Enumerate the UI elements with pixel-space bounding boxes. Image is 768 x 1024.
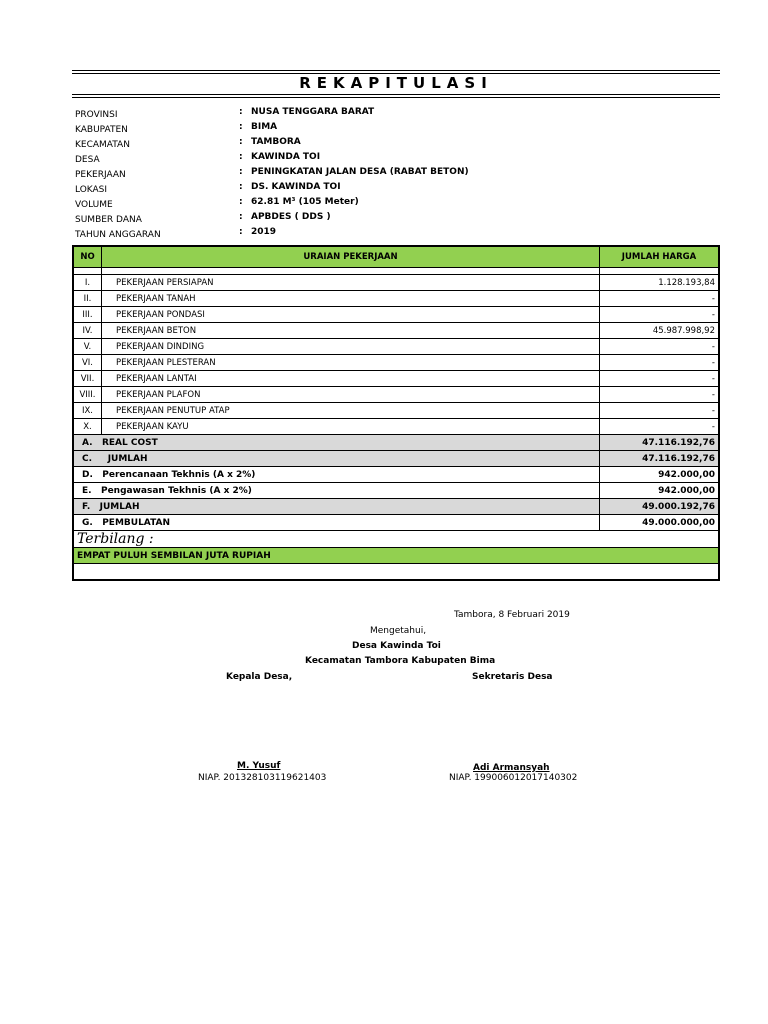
- item-uraian: PEKERJAAN PLAFON: [102, 387, 600, 403]
- table-row: [73, 403, 719, 419]
- item-no: IV.: [73, 323, 102, 339]
- table-row: [73, 355, 719, 371]
- summary-jumlah: 49.000.192,76: [600, 499, 720, 515]
- info-colon: :: [239, 211, 243, 222]
- item-jumlah: -: [600, 387, 720, 403]
- summary-label: G. PEMBULATAN: [73, 515, 600, 531]
- table-row: [73, 419, 719, 435]
- table-row: [73, 275, 719, 291]
- mengetahui: Mengetahui,: [370, 626, 427, 636]
- page-title: REKAPITULASI: [299, 74, 493, 92]
- table-row: [73, 307, 719, 323]
- table-row: [73, 371, 719, 387]
- info-row: [75, 134, 675, 149]
- header-uraian: URAIAN PEKERJAAN: [102, 246, 600, 268]
- item-uraian: PEKERJAAN KAYU: [102, 419, 600, 435]
- item-no: III.: [73, 307, 102, 323]
- info-label: PEKERJAAN: [75, 169, 126, 180]
- info-colon: :: [239, 151, 243, 162]
- item-jumlah: 45.987.998,92: [600, 323, 720, 339]
- left-signer-niap: NIAP. 201328103119621403: [198, 773, 327, 783]
- item-no: V.: [73, 339, 102, 355]
- info-label: PROVINSI: [75, 109, 118, 120]
- header-no: NO: [73, 246, 102, 268]
- terbilang-row: [73, 531, 719, 548]
- right-signer-niap: NIAP. 199006012017140302: [449, 773, 578, 783]
- left-signer-name: M. Yusuf: [237, 761, 281, 771]
- title-rule-top: [72, 70, 720, 71]
- info-value: KAWINDA TOI: [251, 151, 321, 162]
- item-no: IX.: [73, 403, 102, 419]
- project-info: [75, 104, 675, 239]
- terbilang-label: Terbilang :: [73, 531, 719, 548]
- item-jumlah: -: [600, 403, 720, 419]
- item-no: VIII.: [73, 387, 102, 403]
- item-uraian: PEKERJAAN PENUTUP ATAP: [102, 403, 600, 419]
- table-row: [73, 323, 719, 339]
- place-date: Tambora, 8 Februari 2019: [454, 610, 570, 620]
- item-uraian: PEKERJAAN PONDASI: [102, 307, 600, 323]
- item-uraian: PEKERJAAN DINDING: [102, 339, 600, 355]
- item-uraian: PEKERJAAN PERSIAPAN: [102, 275, 600, 291]
- info-value: TAMBORA: [251, 136, 301, 147]
- info-colon: :: [239, 166, 243, 177]
- item-no: VI.: [73, 355, 102, 371]
- info-row: [75, 209, 675, 224]
- summary-row: [73, 483, 719, 499]
- item-jumlah: -: [600, 419, 720, 435]
- item-jumlah: -: [600, 355, 720, 371]
- title-rule-bottom: [72, 94, 720, 95]
- info-value: 62.81 M³ (105 Meter): [251, 196, 359, 207]
- summary-row: [73, 451, 719, 467]
- item-uraian: PEKERJAAN PLESTERAN: [102, 355, 600, 371]
- info-row: [75, 149, 675, 164]
- summary-row: [73, 499, 719, 515]
- info-colon: :: [239, 196, 243, 207]
- table-row: [73, 339, 719, 355]
- info-row: [75, 104, 675, 119]
- item-uraian: PEKERJAAN TANAH: [102, 291, 600, 307]
- info-value: APBDES ( DDS ): [251, 211, 331, 222]
- summary-row: [73, 467, 719, 483]
- left-role: Kepala Desa,: [226, 672, 293, 682]
- info-label: VOLUME: [75, 199, 113, 210]
- summary-jumlah: 49.000.000,00: [600, 515, 720, 531]
- item-uraian: PEKERJAAN LANTAI: [102, 371, 600, 387]
- table-body: [73, 268, 719, 581]
- summary-jumlah: 47.116.192,76: [600, 451, 720, 467]
- item-jumlah: -: [600, 307, 720, 323]
- item-no: X.: [73, 419, 102, 435]
- recap-table: [72, 245, 720, 581]
- info-label: KECAMATAN: [75, 139, 130, 150]
- info-colon: :: [239, 121, 243, 132]
- item-no: VII.: [73, 371, 102, 387]
- info-label: LOKASI: [75, 184, 108, 195]
- info-row: [75, 224, 675, 239]
- summary-row: [73, 435, 719, 451]
- info-value: NUSA TENGGARA BARAT: [251, 106, 375, 117]
- right-role: Sekretaris Desa: [472, 672, 553, 682]
- info-label: TAHUN ANGGARAN: [75, 229, 161, 240]
- item-no: I.: [73, 275, 102, 291]
- spacer-row: [73, 564, 719, 581]
- item-jumlah: -: [600, 339, 720, 355]
- info-colon: :: [239, 226, 243, 237]
- info-colon: :: [239, 106, 243, 117]
- table-row: [73, 387, 719, 403]
- info-row: [75, 179, 675, 194]
- terbilang-value-row: [73, 548, 719, 564]
- info-colon: :: [239, 181, 243, 192]
- summary-jumlah: 47.116.192,76: [600, 435, 720, 451]
- title-rule-bottom-2: [72, 97, 720, 98]
- item-jumlah: -: [600, 291, 720, 307]
- spacer-row: [73, 268, 719, 275]
- item-uraian: PEKERJAAN BETON: [102, 323, 600, 339]
- info-value: DS. KAWINDA TOI: [251, 181, 341, 192]
- info-row: [75, 164, 675, 179]
- item-jumlah: 1.128.193,84: [600, 275, 720, 291]
- info-row: [75, 119, 675, 134]
- terbilang-value: EMPAT PULUH SEMBILAN JUTA RUPIAH: [73, 548, 719, 564]
- summary-row: [73, 515, 719, 531]
- info-value: 2019: [251, 226, 277, 237]
- summary-label: A. REAL COST: [73, 435, 600, 451]
- item-jumlah: -: [600, 371, 720, 387]
- summary-label: F. JUMLAH: [73, 499, 600, 515]
- summary-jumlah: 942.000,00: [600, 483, 720, 499]
- info-value: BIMA: [251, 121, 278, 132]
- table-header-row: [73, 246, 719, 268]
- item-no: II.: [73, 291, 102, 307]
- summary-label: D. Perencanaan Tekhnis (A x 2%): [73, 467, 600, 483]
- table-row: [73, 291, 719, 307]
- info-colon: :: [239, 136, 243, 147]
- info-label: DESA: [75, 154, 100, 165]
- summary-label: C. JUMLAH: [73, 451, 600, 467]
- summary-label: E. Pengawasan Tekhnis (A x 2%): [73, 483, 600, 499]
- info-value: PENINGKATAN JALAN DESA (RABAT BETON): [251, 166, 469, 177]
- right-signer-name: Adi Armansyah: [473, 763, 550, 773]
- info-row: [75, 194, 675, 209]
- desa-name: Desa Kawinda Toi: [352, 641, 441, 651]
- summary-jumlah: 942.000,00: [600, 467, 720, 483]
- header-jumlah: JUMLAH HARGA: [600, 246, 720, 268]
- info-label: SUMBER DANA: [75, 214, 142, 225]
- kecamatan-name: Kecamatan Tambora Kabupaten Bima: [305, 656, 496, 666]
- info-label: KABUPATEN: [75, 124, 128, 135]
